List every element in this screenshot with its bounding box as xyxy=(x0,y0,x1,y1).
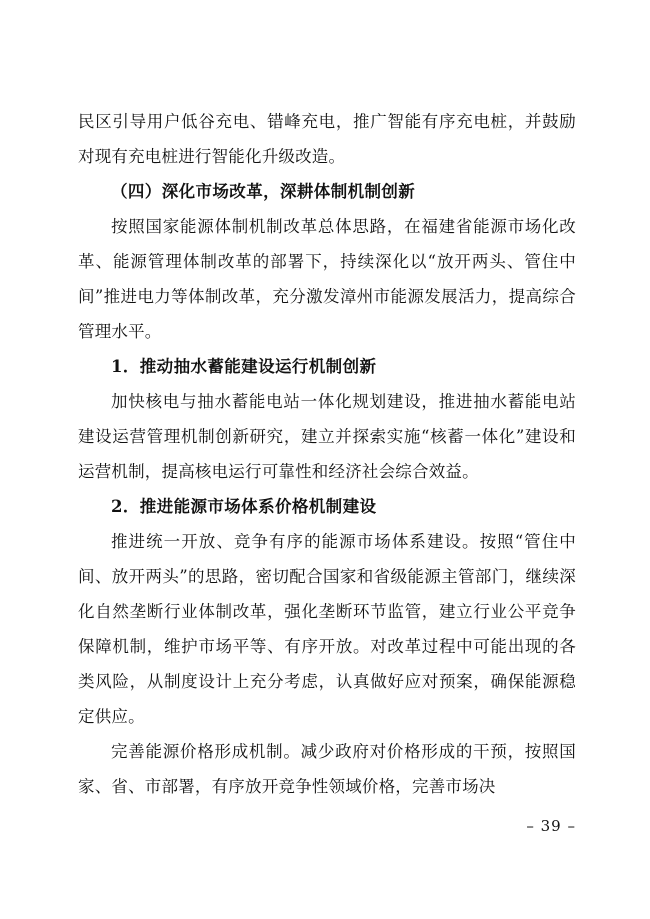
subsection-heading-price-mechanism: 2．推进能源市场体系价格机制建设 xyxy=(111,497,377,516)
paragraph-market-reform-intro: 按照国家能源体制机制改革总体思路，在福建省能源市场化改革、能源管理体制改革的部署下，持续深化以“放开两头、管住中间”推进电力等体制改革，充分激发漳州市能源发展活力，提高综合管理水平。 xyxy=(78,217,576,341)
paragraph-continuation: 民区引导用户低谷充电、错峰充电，推广智能有序充电桩，并鼓励对现有充电桩进行智能化升级改造。 xyxy=(78,112,576,166)
paragraph-price-mechanism: 推进统一开放、竞争有序的能源市场体系建设。按照“管住中间、放开两头”的思路，密切配合国家和省级能源主管部门，继续深化自然垄断行业体制改革，强化垄断环节监管，建立行业公平竞争保障机制，维护市场平等、有序开放。对改革过程中可能出现的各类风险，从制度设计上充分考虑，认真做好应对预案，确保能源稳定供应。 xyxy=(78,532,576,726)
subsection-heading-pumped-storage: 1．推动抽水蓄能建设运行机制创新 xyxy=(111,357,377,376)
paragraph-pumped-storage: 加快核电与抽水蓄能电站一体化规划建设，推进抽水蓄能电站建设运营管理机制创新研究，建立并探索实施“核蓄一体化”建设和运营机制，提高核电运行可靠性和经济社会综合效益。 xyxy=(78,392,576,481)
page-number: – 39 – xyxy=(526,817,576,835)
section-heading-market-reform: （四）深化市场改革，深耕体制机制创新 xyxy=(111,182,416,201)
paragraph-price-formation: 完善能源价格形成机制。减少政府对价格形成的干预，按照国家、省、市部署，有序放开竞争性领域价格，完善市场决 xyxy=(78,742,576,796)
document-body xyxy=(78,104,576,804)
